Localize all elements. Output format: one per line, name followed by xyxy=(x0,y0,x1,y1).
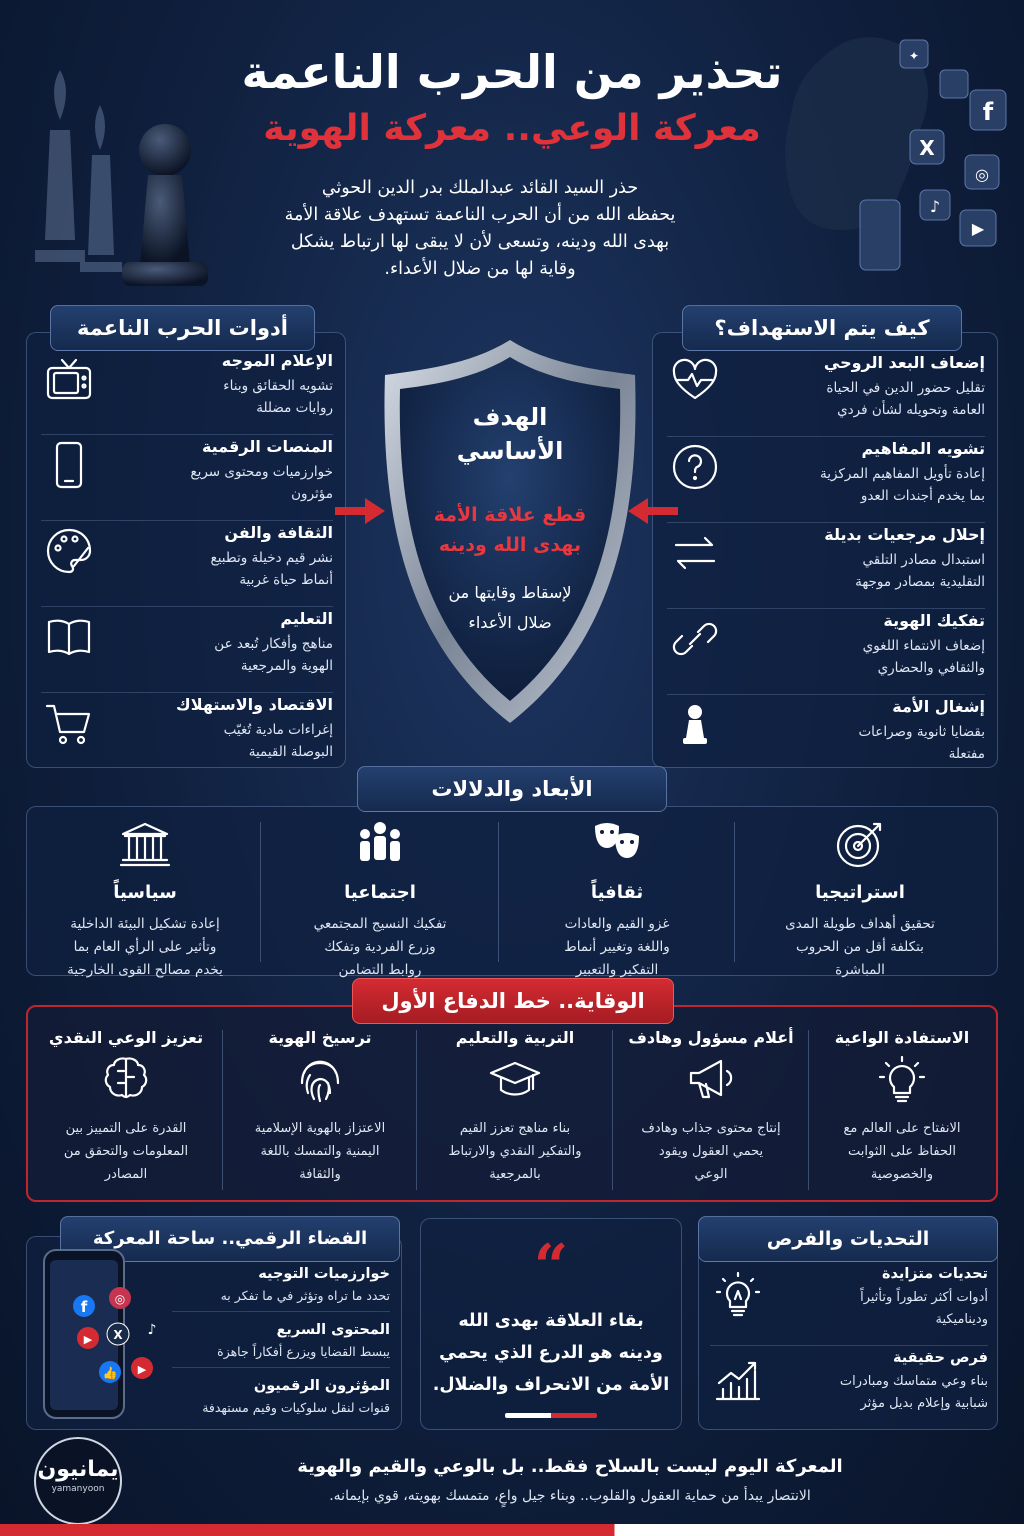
intro-line: وقاية لها من ضلال الأعداء. xyxy=(384,259,576,279)
prevention-desc: الوعي xyxy=(694,1167,728,1182)
dimension-desc: المباشرة xyxy=(835,962,885,978)
megaphone-icon xyxy=(685,1090,737,1109)
list-item xyxy=(41,437,333,521)
page-title: تحذير من الحرب الناعمة xyxy=(241,45,783,99)
cart-icon xyxy=(41,695,97,751)
svg-text:▶: ▶ xyxy=(137,1363,147,1376)
people-icon xyxy=(354,855,406,874)
digital-item-title: خوارزميات التوجيه xyxy=(258,1266,390,1282)
item-desc: أنماط حياة غربية xyxy=(239,572,333,588)
intro-line: حذر السيد القائد عبدالملك بدر الدين الحوثي xyxy=(321,178,639,198)
dimension-desc: وزرع الفردية وتفكك xyxy=(324,939,436,955)
item-desc: العامة وتحويله لشأن فردي xyxy=(837,402,985,418)
item-desc: بما يخدم أجندات العدو xyxy=(860,488,985,504)
shield-title: الهدف xyxy=(472,403,548,431)
instagram-icon: ◎ xyxy=(975,165,989,184)
masks-icon xyxy=(591,855,643,874)
shield-purpose: لإسقاط وقايتها من xyxy=(448,583,572,602)
page-subtitle: معركة الوعي.. معركة الهوية xyxy=(263,108,761,149)
list-item xyxy=(41,609,333,693)
prevention-desc: بناء مناهج تعزز القيم xyxy=(459,1121,571,1136)
item-desc: البوصلة القيمية xyxy=(248,744,333,760)
list-item xyxy=(667,611,985,695)
prevention-desc: يحمي العقول ويقود xyxy=(658,1144,764,1159)
prevention-desc: بالمرجعية xyxy=(489,1167,541,1182)
dimension-desc: بتكلفة أقل من الحروب xyxy=(796,939,924,955)
prevention-desc: والتفكير النقدي والارتباط xyxy=(448,1144,582,1159)
prevention-item-title: الاستفادة الواعية xyxy=(834,1028,970,1047)
dimension-desc: تحقيق أهداف طويلة المدى xyxy=(785,916,935,932)
prevention-desc: والخصوصية xyxy=(870,1167,934,1182)
item-desc: إغراءات مادية تُغيّب xyxy=(223,722,333,738)
prevention-desc: المعلومات والتحقق من xyxy=(63,1144,189,1159)
item-desc: استبدال مصادر التلقي xyxy=(862,552,985,568)
smartphone-illustration xyxy=(38,1246,168,1424)
prevention-desc: الاعتزاز بالهوية الإسلامية xyxy=(254,1121,386,1136)
targeting-panel xyxy=(652,332,998,768)
government-icon xyxy=(119,855,171,874)
svg-text:X: X xyxy=(113,1328,123,1342)
prevention-item xyxy=(812,1024,992,1186)
svg-text:👍: 👍 xyxy=(102,1366,118,1380)
digital-title: الفضاء الرقمي.. ساحة المعركة xyxy=(60,1216,400,1262)
item-title: المنصات الرقمية xyxy=(201,437,333,456)
prevention-item xyxy=(32,1024,220,1186)
list-item xyxy=(667,525,985,609)
quote-underline xyxy=(505,1413,597,1418)
palette-icon xyxy=(41,523,97,579)
quote-line: الأمة من الانحراف والضلال. xyxy=(432,1375,670,1395)
svg-text:◎: ◎ xyxy=(114,1292,126,1306)
footer-main: المعركة اليوم ليست بالسلاح فقط.. بل بالوعي والقيم والهوية xyxy=(297,1456,843,1477)
prevention-item xyxy=(616,1024,806,1186)
dimension-desc: غزو القيم والعادات xyxy=(564,916,670,932)
footer-bar xyxy=(0,1524,1024,1536)
prevention-desc: الانفتاح على العالم مع xyxy=(843,1121,961,1136)
dimension-item xyxy=(500,818,734,982)
quote-mark-icon: “ xyxy=(533,1232,569,1302)
list-item xyxy=(710,1350,988,1430)
graduation-cap-icon xyxy=(489,1090,541,1109)
svg-text:f: f xyxy=(80,1298,88,1316)
item-title: إضعاف البعد الروحي xyxy=(823,353,985,372)
item-desc: مناهج وأفكار تُبعد عن xyxy=(214,636,333,652)
item-desc: روايات مضللة xyxy=(256,400,333,416)
digital-item-desc: تحدد ما تراه وتؤثر في ما تفكر به xyxy=(220,1288,390,1303)
question-icon xyxy=(667,439,723,495)
dimension-item xyxy=(262,818,498,982)
list-item xyxy=(41,351,333,435)
arrow-right-icon xyxy=(335,498,385,524)
digital-item xyxy=(172,1266,390,1312)
digital-item-desc: قنوات لنقل سلوكيات وقيم مستهدفة xyxy=(202,1400,390,1415)
twitter-icon: ✦ xyxy=(908,49,920,63)
dimension-title: ثقافياً xyxy=(590,882,644,903)
logo-subtext: yamanyoon xyxy=(51,1484,105,1494)
arrow-left-icon xyxy=(628,498,678,524)
swap-arrows-icon xyxy=(667,525,723,581)
prevention-item-title: أعلام مسؤول وهادف xyxy=(628,1028,794,1047)
item-desc: التقليدية بمصادر موجهة xyxy=(855,574,985,590)
shield-text xyxy=(410,400,610,638)
phone-icon xyxy=(41,437,97,493)
targeting-title: كيف يتم الاستهداف؟ xyxy=(682,305,962,351)
item-desc: تشويه الحقائق وبناء xyxy=(223,378,333,394)
heart-pulse-icon xyxy=(667,353,723,409)
tools-title: أدوات الحرب الناعمة xyxy=(50,305,315,351)
prevention-desc: والثقافة xyxy=(299,1167,341,1182)
list-item xyxy=(41,523,333,607)
x-icon: X xyxy=(919,136,935,160)
challenges-title: التحديات والفرص xyxy=(698,1216,998,1262)
dimension-desc: يخدم مصالح القوى الخارجية xyxy=(67,962,223,978)
item-title: تحديات متزايدة xyxy=(881,1266,988,1282)
item-desc: مفتعلة xyxy=(948,746,985,762)
digital-item-desc: يبسط القضايا ويزرع أفكاراً جاهزة xyxy=(217,1344,390,1359)
prevention-item-title: التربية والتعليم xyxy=(455,1028,575,1047)
item-desc: الهوية والمرجعية xyxy=(240,658,333,674)
item-desc: مؤثرون xyxy=(291,486,333,502)
item-desc: تقليل حضور الدين في الحياة xyxy=(826,380,985,396)
item-desc: وديناميكية xyxy=(935,1312,988,1327)
digital-item xyxy=(172,1378,390,1417)
quote-panel xyxy=(420,1218,682,1430)
item-desc: بقضايا ثانوية وصراعات xyxy=(858,724,985,740)
dimension-title: استراتيجيا xyxy=(815,882,905,903)
list-item xyxy=(667,353,985,437)
item-desc: والثقافي والحضاري xyxy=(877,660,985,676)
intro-text xyxy=(250,175,710,283)
item-desc: شبابية وإعلام بديل مؤثر xyxy=(860,1396,988,1411)
item-title: الإعلام الموجه xyxy=(221,351,333,370)
prevention-desc: القدرة على التمييز بين xyxy=(65,1121,187,1136)
shield-purpose: ضلال الأعداء xyxy=(468,613,552,632)
svg-text:▶: ▶ xyxy=(83,1333,93,1346)
dimension-item xyxy=(30,818,260,982)
dimension-desc: وتأثير على الرأي العام بما xyxy=(73,939,217,955)
youtube-icon: ▶ xyxy=(971,219,985,238)
shield-goal: بهدى الله ودينه xyxy=(438,534,582,556)
pawn-icon xyxy=(667,697,723,753)
prevention-item-title: ترسيخ الهوية xyxy=(268,1028,372,1047)
item-desc: أدوات أكثر تطوراً وتأثيراً xyxy=(860,1290,988,1305)
prevention-item xyxy=(226,1024,414,1186)
dimension-desc: تفكيك النسيج المجتمعي xyxy=(313,916,447,932)
svg-text:♪: ♪ xyxy=(147,1322,157,1338)
dimension-title: سياسياً xyxy=(113,882,177,903)
prevention-desc: إنتاج محتوى جذاب وهادف xyxy=(641,1121,781,1136)
prevention-desc: اليمنية والتمسك باللغة xyxy=(260,1144,380,1159)
list-item xyxy=(710,1266,988,1346)
digital-item-title: المحتوى السريع xyxy=(276,1322,390,1338)
logo-text: يمانيون xyxy=(37,1457,119,1482)
fingerprint-icon xyxy=(294,1090,346,1109)
tiktok-icon: ♪ xyxy=(929,197,941,216)
item-title: إحلال مرجعيات بديلة xyxy=(824,525,985,544)
dimension-title: اجتماعيا xyxy=(344,882,416,903)
digital-item xyxy=(172,1322,390,1368)
prevention-item-title: تعزيز الوعي النقدي xyxy=(48,1028,204,1047)
digital-item-title: المؤثرون الرقميون xyxy=(253,1378,390,1394)
item-title: تفكيك الهوية xyxy=(883,611,985,630)
facebook-icon: f xyxy=(982,98,994,126)
footer-logo xyxy=(34,1437,122,1525)
prevention-desc: الحفاظ على الثوابت xyxy=(848,1144,956,1159)
item-title: إشغال الأمة xyxy=(892,697,985,716)
broken-link-icon xyxy=(667,611,723,667)
item-title: الثقافة والفن xyxy=(224,523,333,542)
bulb-idea-icon xyxy=(710,1266,766,1322)
tools-panel xyxy=(26,332,346,768)
item-desc: إضعاف الانتماء اللغوي xyxy=(862,638,985,654)
item-title: التعليم xyxy=(280,609,333,628)
list-item xyxy=(41,695,333,767)
dimension-item xyxy=(740,818,980,982)
dimension-desc: إعادة تشكيل البيئة الداخلية xyxy=(70,916,220,932)
item-desc: خوارزميات ومحتوى سريع xyxy=(190,464,333,480)
brain-icon xyxy=(100,1090,152,1109)
item-title: الاقتصاد والاستهلاك xyxy=(176,695,333,714)
prevention-item xyxy=(420,1024,610,1186)
prevention-title: الوقاية.. خط الدفاع الأول xyxy=(352,978,674,1024)
item-title: تشويه المفاهيم xyxy=(861,439,985,458)
dimension-desc: التفكير والتعبير xyxy=(575,962,659,978)
item-title: فرص حقيقية xyxy=(892,1350,988,1366)
intro-line: بهدى الله ودينه، وتسعى لأن لا يبقى لها ارتباط يشكل xyxy=(290,232,670,252)
lightbulb-icon xyxy=(876,1090,928,1109)
dimension-desc: واللغة وتغيير أنماط xyxy=(564,939,670,955)
item-desc: بناء وعي متماسك ومبادرات xyxy=(839,1374,988,1389)
list-item xyxy=(667,439,985,523)
item-desc: إعادة تأويل المفاهيم المركزية xyxy=(819,466,985,482)
shield-title: الأساسي xyxy=(456,437,564,465)
target-icon xyxy=(834,855,886,874)
tv-icon xyxy=(41,351,97,407)
dimensions-title: الأبعاد والدلالات xyxy=(357,766,667,812)
prevention-desc: المصادر xyxy=(104,1167,148,1182)
intro-line: يحفظه الله من أن الحرب الناعمة تستهدف علاقة الأمة xyxy=(284,205,676,225)
shield-goal: قطع علاقة الأمة xyxy=(433,504,587,526)
quote-line: ودينه هو الدرع الذي يحمي xyxy=(439,1343,663,1363)
growth-chart-icon xyxy=(710,1350,766,1406)
list-item xyxy=(667,697,985,767)
footer-sub: الانتصار يبدأ من حماية العقول والقلوب.. وبناء جيل واعٍ، متمسك بهويته، قوي بإيمانه. xyxy=(329,1488,811,1504)
dimension-desc: روابط التضامن xyxy=(338,962,422,978)
item-desc: نشر قيم دخيلة وتطبيع xyxy=(210,550,333,566)
quote-line: بقاء العلاقة بهدى الله xyxy=(458,1311,644,1331)
book-icon xyxy=(41,609,97,665)
